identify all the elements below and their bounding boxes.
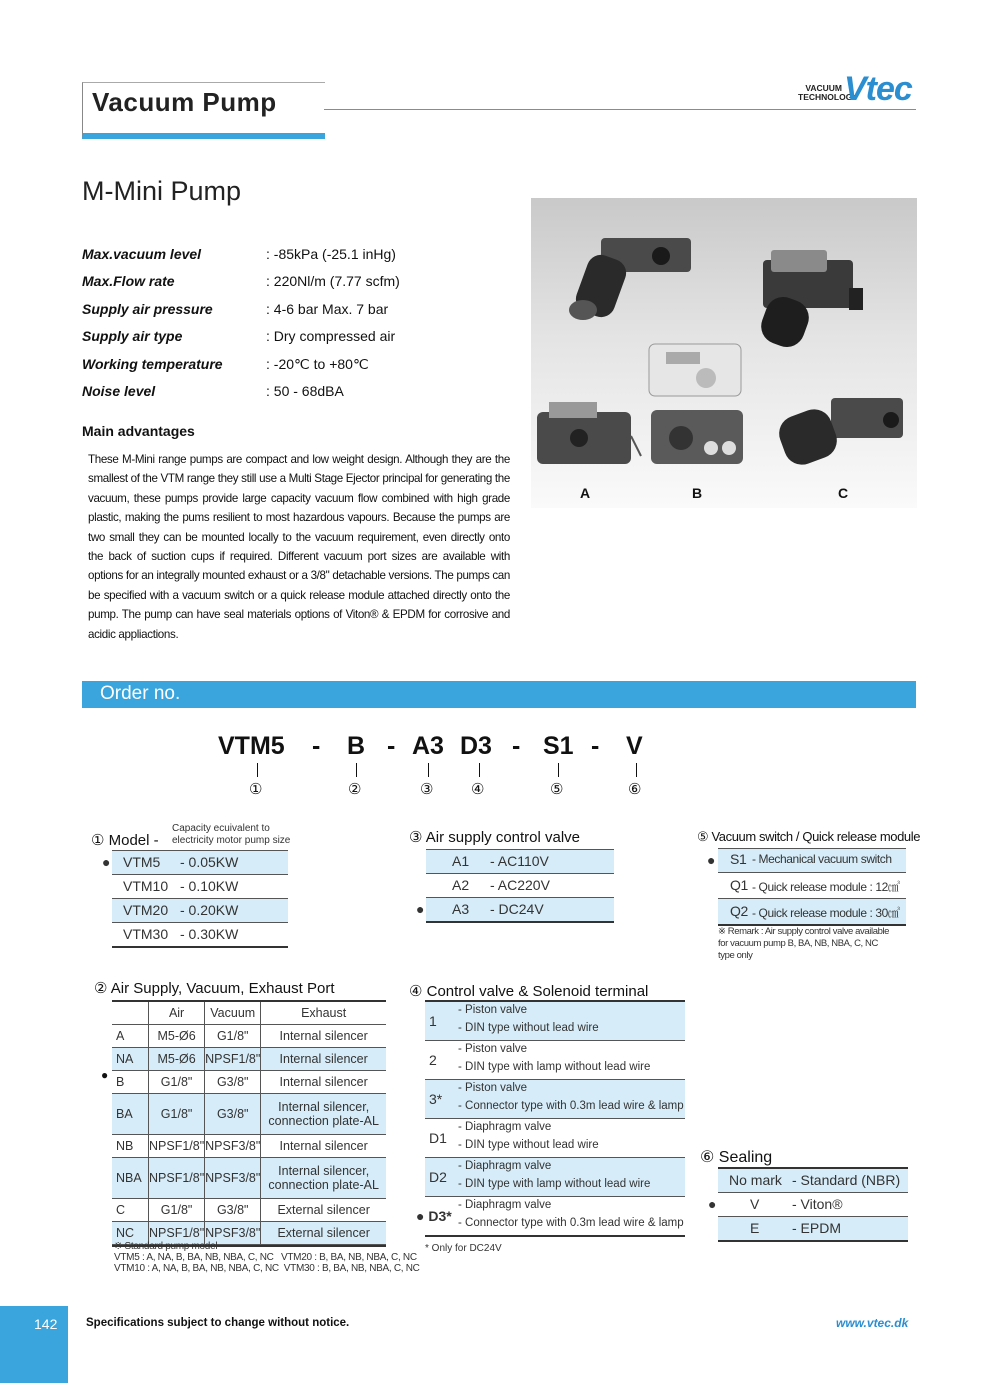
model-title: ① Model - [91, 832, 159, 849]
spec-value: : -85kPa (-25.1 inHg) [266, 246, 396, 262]
photo-label-b: B [692, 485, 703, 501]
spec-label: Supply air type [82, 328, 183, 344]
control-valve-row: ● D3* - Diaphragm valve - Connector type with 0.3m lead wire & lamp [425, 1197, 685, 1237]
ports-row: NB NPSF1/8" NPSF3/8" Internal silencer [112, 1135, 386, 1158]
model-table [102, 850, 288, 948]
ports-table [112, 1000, 386, 1247]
air-valve-row: A2 - AC220V [426, 874, 614, 898]
vacuum-switch-table [707, 848, 906, 926]
circle-number: ③ [420, 781, 434, 798]
code-dash: - [312, 732, 321, 760]
sealing-table [708, 1167, 908, 1242]
spec-label: Noise level [82, 383, 156, 399]
pump-drawing [649, 344, 741, 396]
air-valve-table [416, 849, 614, 923]
control-valve-row: 2 - Piston valve - DIN type with lamp without lead wire [425, 1041, 685, 1080]
ports-title: ② Air Supply, Vacuum, Exhaust Port [94, 980, 335, 997]
spec-label: Working temperature [82, 356, 223, 372]
pump-drawing [569, 238, 691, 321]
footer-notice: Specifications subject to change without notice. [86, 1317, 350, 1329]
vacuum-switch-row: ● S1 - Mechanical vacuum switch [718, 848, 906, 873]
circle-number: ② [348, 781, 362, 798]
circle-number: ⑥ [628, 781, 642, 798]
sealing-title: ⑥ Sealing [700, 1149, 773, 1166]
ports-bullet: ● [101, 1068, 109, 1082]
ports-header: Air [149, 1002, 205, 1025]
ports-header-row [112, 1002, 386, 1025]
section-title: Vacuum Pump [92, 87, 277, 117]
spec-value: : Dry compressed air [266, 328, 396, 344]
ports-row: A M5-Ø6 G1/8" Internal silencer [112, 1025, 386, 1048]
order-title: Order no. [100, 683, 181, 704]
circle-number: ⑤ [550, 781, 564, 798]
product-photo [531, 198, 917, 508]
vtec-logo [798, 70, 916, 110]
code-part: D3 [460, 732, 492, 760]
circle-number: ④ [471, 781, 485, 798]
pump-drawing [774, 398, 903, 470]
footer-url[interactable]: www.vtec.dk [836, 1316, 909, 1330]
order-band [82, 681, 916, 708]
code-dash: - [591, 732, 600, 760]
pump-illustration [531, 198, 917, 508]
control-valve-row: 1 - Piston valve - DIN type without lead wire [425, 1002, 685, 1041]
control-valve-title: ④ Control valve & Solenoid terminal [409, 983, 649, 1000]
ports-header [112, 1002, 149, 1025]
code-dash: - [512, 732, 521, 760]
code-dash: - [387, 732, 396, 760]
vacuum-switch-row: Q2 - Quick release module : 30㎤ [718, 899, 906, 926]
product-title: M-Mini Pump [82, 176, 242, 206]
sealing-row: No mark - Standard (NBR) [718, 1167, 908, 1193]
ports-row: NC NPSF1/8" NPSF3/8" External silencer [112, 1222, 386, 1245]
photo-label-a: A [580, 485, 591, 501]
sealing-row: ● V - Viton® [718, 1193, 908, 1217]
spec-value: : 50 - 68dBA [266, 383, 344, 399]
vacuum-switch-title: ⑤ Vacuum switch / Quick release module [697, 829, 921, 844]
circle-number: ① [249, 781, 263, 798]
control-valve-row: 3* - Piston valve - Connector type with 0.3m lead wire & lamp [425, 1080, 685, 1119]
model-row: VTM30 - 0.30KW [112, 923, 288, 948]
vacuum-switch-remark: ※ Remark : Air supply control valve available for vacuum pump B, BA, NB, NBA, C, NC type only [718, 926, 890, 961]
ports-row: BA G1/8" G3/8" Internal silencer, connection plate-AL [112, 1094, 386, 1135]
ports-row: NBA NPSF1/8" NPSF3/8" Internal silencer, connection plate-AL [112, 1158, 386, 1199]
code-part: S1 [543, 732, 574, 760]
model-row: VTM20 - 0.20KW [112, 899, 288, 923]
pump-drawing [756, 250, 863, 352]
air-valve-title: ③ Air supply control valve [409, 829, 581, 846]
page-number: 142 [34, 1316, 58, 1332]
spec-label: Max.Flow rate [82, 273, 175, 289]
pump-drawing [537, 402, 641, 464]
ports-header: Exhaust [261, 1002, 386, 1025]
logo-big-text: Vtec [844, 70, 912, 108]
photo-label-c: C [838, 485, 849, 501]
advantages-paragraph: These M-Mini range pumps are compact and low weight design. Although they are the smallest of the VTM range they still use a Multi Stage Ejector principal for generating the vacuum, these pumps provide large capacity vacuum flow combined with high grade plastic, making the pums resilient to most hazardous vapours. Because the pumps are two small they can be mounted locally to the vacuum requirement, even directly onto the back of suction cups if required. Different vacuum port sizes are available with options for an integrally mounted exhaust or a 3/8" detachable versions. The pumps can be specified with a vacuum switch or a quick release module attached directly onto the pump. The pump can have seal materials options of Viton® & EPDM for corrosive and acidic appliactions. [88, 453, 510, 641]
vacuum-switch-row: Q1 - Quick release module : 12㎤ [718, 873, 906, 899]
air-valve-row: A1 - AC110V [426, 849, 614, 874]
code-tick [428, 763, 429, 777]
control-valve-note: * Only for DC24V [425, 1243, 502, 1254]
code-tick [479, 763, 480, 777]
spec-label: Max.vacuum level [82, 246, 202, 262]
spec-label: Supply air pressure [82, 301, 213, 317]
pump-drawing [651, 410, 743, 464]
model-row: VTM10 - 0.10KW [112, 875, 288, 899]
ports-note: ※ Standard pump model VTM5 : A, NA, B, BA, NB, NBA, C, NC VTM20 : B, BA, NB, NBA, C, NC VTM10 : A, NA, B, BA, NB, NBA, C, NC VTM30 : B, BA, NB, NBA, C, NC [114, 1241, 420, 1274]
model-note: Capacity ecuivalent to electricity motor pump size [172, 823, 291, 846]
spec-value: : -20℃ to +80℃ [266, 356, 369, 372]
code-tick [356, 763, 357, 777]
code-part: B [347, 732, 366, 760]
code-tick [636, 763, 637, 777]
logo-small-text: VACUUM TECHNOLOGY [798, 83, 858, 102]
ports-row: B G1/8" G3/8" Internal silencer [112, 1071, 386, 1094]
advantages-title: Main advantages [82, 423, 195, 439]
air-valve-row: ● A3 - DC24V [426, 898, 614, 923]
code-part: A3 [412, 732, 444, 760]
control-valve-row: D2 - Diaphragm valve - DIN type with lamp without lead wire [425, 1158, 685, 1197]
spec-value: : 220Nl/m (7.77 scfm) [266, 273, 400, 289]
ports-header: Vacuum [205, 1002, 261, 1025]
code-part: VTM5 [218, 732, 285, 760]
ports-row: C G1/8" G3/8" External silencer [112, 1199, 386, 1222]
code-tick [257, 763, 258, 777]
spec-value: : 4-6 bar Max. 7 bar [266, 301, 389, 317]
sealing-row: E - EPDM [718, 1217, 908, 1242]
code-tick [558, 763, 559, 777]
model-row: ● VTM5 - 0.05KW [112, 850, 288, 875]
control-valve-row: D1 - Diaphragm valve - DIN type without lead wire [425, 1119, 685, 1158]
ports-row: NA M5-Ø6 NPSF1/8" Internal silencer [112, 1048, 386, 1071]
code-part: V [626, 732, 643, 760]
